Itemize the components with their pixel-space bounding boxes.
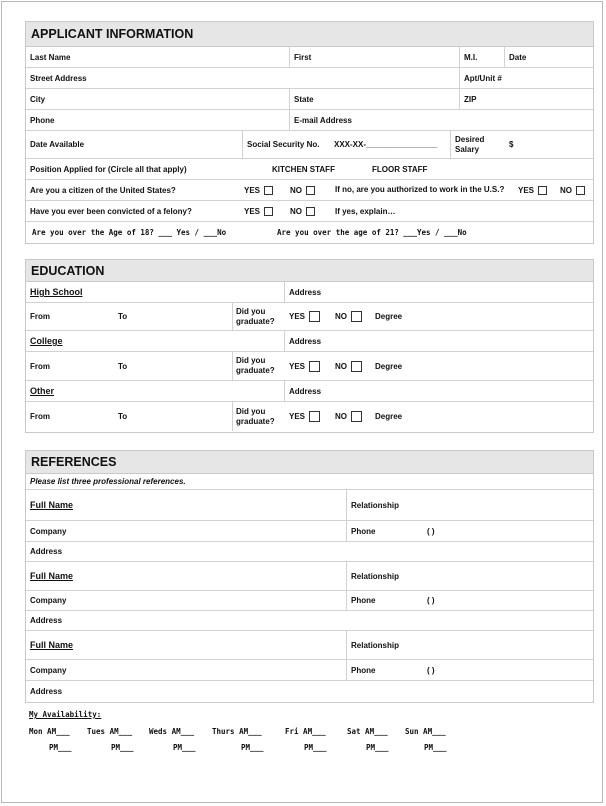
- other-graduate-label: Did you graduate?: [236, 406, 275, 426]
- other-no[interactable]: [335, 402, 362, 431]
- ref1-full-name-field[interactable]: Full Name: [30, 500, 74, 510]
- high-school-degree[interactable]: Degree: [375, 312, 403, 321]
- ssn-label: Social Security No.: [247, 140, 320, 149]
- ref2-company-field[interactable]: Company: [30, 596, 67, 605]
- high-school-yes-label: YES: [289, 312, 306, 321]
- citizen-no-checkbox[interactable]: [306, 186, 315, 195]
- other-no-label: NO: [335, 412, 347, 421]
- email-field[interactable]: E-mail Address: [294, 115, 352, 125]
- college-address-field[interactable]: Address: [289, 336, 322, 346]
- high-school-no-checkbox[interactable]: [351, 311, 362, 322]
- college-dates-row: [26, 352, 593, 381]
- state-field[interactable]: State: [294, 94, 314, 104]
- other-to[interactable]: To: [118, 412, 128, 421]
- ssn-field[interactable]: XXX-XX-________________: [334, 140, 438, 149]
- availability-wed-am[interactable]: Weds AM___: [149, 727, 195, 736]
- ref3-company-row: [26, 660, 593, 681]
- felony-row: [26, 201, 593, 222]
- other-school-field[interactable]: Other: [30, 386, 55, 396]
- availability-sun-am[interactable]: Sun AM___: [405, 727, 446, 736]
- felony-question: Have you ever been convicted of a felony?: [30, 206, 192, 216]
- ref1-address-row: [26, 542, 593, 562]
- ref1-phone-label: Phone: [351, 526, 376, 536]
- phone-row: [26, 110, 593, 131]
- college-degree[interactable]: Degree: [375, 361, 403, 371]
- ref1-company-field[interactable]: Company: [30, 526, 67, 536]
- citizen-no[interactable]: [290, 180, 315, 200]
- high-school-graduate-label: Did you graduate?: [236, 306, 275, 326]
- ref1-name-row: [26, 490, 593, 521]
- ref2-company-row: [26, 591, 593, 611]
- citizen-yes[interactable]: [244, 180, 273, 200]
- other-yes-label: YES: [289, 412, 306, 421]
- other-school-row: [26, 381, 593, 402]
- felony-no-label: NO: [290, 206, 302, 216]
- ref3-full-name-field[interactable]: Full Name: [30, 640, 74, 650]
- felony-yes-label: YES: [244, 206, 261, 216]
- high-school-yes[interactable]: [289, 303, 320, 330]
- desired-salary-label: Desired Salary: [455, 134, 485, 154]
- city-field[interactable]: City: [30, 94, 46, 104]
- other-yes-checkbox[interactable]: [309, 411, 320, 422]
- authorized-yes[interactable]: [518, 180, 547, 200]
- other-from[interactable]: From: [30, 412, 50, 421]
- authorized-yes-checkbox[interactable]: [538, 186, 547, 195]
- availability-sun-pm[interactable]: PM___: [424, 743, 447, 752]
- floor-staff-option[interactable]: FLOOR STAFF: [372, 164, 428, 174]
- phone-field[interactable]: Phone: [30, 115, 55, 125]
- applicant-section: [25, 21, 594, 244]
- college-to[interactable]: To: [118, 361, 128, 371]
- ref2-address-row: [26, 611, 593, 631]
- ref3-address-field[interactable]: Address: [30, 686, 63, 696]
- citizen-yes-label: YES: [244, 185, 261, 195]
- salary-field[interactable]: $: [509, 140, 514, 149]
- felony-yes-checkbox[interactable]: [264, 207, 273, 216]
- ref3-name-row: [26, 631, 593, 660]
- college-field[interactable]: College: [30, 336, 63, 346]
- college-from[interactable]: From: [30, 361, 50, 371]
- high-school-to[interactable]: To: [118, 312, 128, 321]
- ref1-address-field[interactable]: Address: [30, 547, 63, 556]
- street-row: [26, 68, 593, 89]
- college-no-checkbox[interactable]: [351, 361, 362, 372]
- other-dates-row: [26, 402, 593, 431]
- college-graduate-label: Did you graduate?: [236, 356, 275, 375]
- ref3-relationship-field[interactable]: Relationship: [351, 640, 400, 650]
- availability-sat-am[interactable]: Sat AM___: [347, 727, 388, 736]
- felony-no-checkbox[interactable]: [306, 207, 315, 216]
- other-address-field[interactable]: Address: [289, 386, 322, 396]
- ref2-phone-label: Phone: [351, 596, 376, 605]
- availability-thu-pm[interactable]: PM___: [241, 743, 264, 752]
- citizen-row: [26, 180, 593, 201]
- references-heading: REFERENCES: [26, 451, 593, 474]
- applicant-heading: APPLICANT INFORMATION: [26, 22, 593, 47]
- felony-no[interactable]: [290, 201, 315, 221]
- other-yes[interactable]: [289, 402, 320, 431]
- availability-mon-pm[interactable]: PM___: [49, 743, 72, 752]
- ref3-phone-field[interactable]: ( ): [427, 665, 435, 675]
- ref1-company-row: [26, 521, 593, 542]
- availability-sat-pm[interactable]: PM___: [366, 743, 389, 752]
- high-school-dates-row: [26, 303, 593, 331]
- availability-wed-pm[interactable]: PM___: [173, 743, 196, 752]
- authorized-yes-label: YES: [518, 185, 535, 195]
- last-name-field[interactable]: Last Name: [30, 52, 71, 62]
- felony-explain-field[interactable]: If yes, explain…: [335, 206, 396, 216]
- college-no[interactable]: [335, 352, 362, 380]
- ref2-name-row: [26, 562, 593, 591]
- date-available-field[interactable]: Date Available: [30, 140, 85, 149]
- references-section: [25, 450, 594, 703]
- high-school-no-label: NO: [335, 312, 347, 321]
- availability-fri-am[interactable]: Fri AM___: [285, 727, 326, 736]
- availability-thu-am[interactable]: Thurs AM___: [212, 727, 262, 736]
- availability-ssn-row: [26, 131, 593, 159]
- ref2-full-name-field[interactable]: Full Name: [30, 571, 74, 581]
- authorized-no-label: NO: [560, 185, 572, 195]
- ref2-address-field[interactable]: Address: [30, 616, 63, 625]
- ref1-relationship-field[interactable]: Relationship: [351, 500, 400, 510]
- position-row: [26, 159, 593, 180]
- authorized-no-checkbox[interactable]: [576, 186, 585, 195]
- felony-yes[interactable]: [244, 201, 273, 221]
- citizen-yes-checkbox[interactable]: [264, 186, 273, 195]
- ref2-phone-field[interactable]: ( ): [427, 596, 435, 605]
- college-yes-checkbox[interactable]: [309, 361, 320, 372]
- availability-mon-am[interactable]: Mon AM___: [29, 727, 70, 736]
- availability-tue-pm[interactable]: PM___: [111, 743, 134, 752]
- availability-title: My Availability:: [29, 710, 102, 719]
- date-field[interactable]: Date: [509, 52, 527, 62]
- zip-field[interactable]: ZIP: [464, 94, 477, 104]
- apt-unit-field[interactable]: Apt/Unit #: [464, 73, 502, 83]
- availability-tue-am[interactable]: Tues AM___: [87, 727, 133, 736]
- references-note-row: [26, 474, 593, 490]
- college-yes[interactable]: [289, 352, 320, 380]
- ref1-phone-field[interactable]: ( ): [427, 526, 435, 536]
- name-row: [26, 47, 593, 68]
- college-yes-label: YES: [289, 361, 306, 371]
- availability-fri-pm[interactable]: PM___: [304, 743, 327, 752]
- references-note: Please list three professional references.: [30, 477, 186, 486]
- kitchen-staff-option[interactable]: KITCHEN STAFF: [272, 164, 335, 174]
- college-no-label: NO: [335, 361, 347, 371]
- street-address-field[interactable]: Street Address: [30, 73, 87, 83]
- first-name-field[interactable]: First: [294, 52, 312, 62]
- ref3-phone-label: Phone: [351, 665, 376, 675]
- age-21-question[interactable]: Are you over the age of 21? ___Yes / ___No: [277, 228, 467, 237]
- other-degree[interactable]: Degree: [375, 412, 403, 421]
- education-section: [25, 259, 594, 433]
- authorized-question: If no, are you authorized to work in the U.S.?: [335, 185, 505, 194]
- high-school-no[interactable]: [335, 303, 362, 330]
- age-18-question[interactable]: Are you over the Age of 18? ___ Yes / ___No: [32, 228, 227, 237]
- ref3-address-row: [26, 681, 593, 701]
- ref3-company-field[interactable]: Company: [30, 665, 67, 675]
- high-school-yes-checkbox[interactable]: [309, 311, 320, 322]
- citizen-no-label: NO: [290, 185, 302, 195]
- ref2-relationship-field[interactable]: Relationship: [351, 571, 400, 581]
- city-row: [26, 89, 593, 110]
- education-heading: EDUCATION: [26, 260, 593, 282]
- citizen-question: Are you a citizen of the United States?: [30, 185, 176, 195]
- high-school-address-field[interactable]: Address: [289, 287, 322, 297]
- other-no-checkbox[interactable]: [351, 411, 362, 422]
- age-row: [26, 222, 593, 243]
- high-school-field[interactable]: High School: [30, 287, 83, 297]
- high-school-from[interactable]: From: [30, 312, 50, 321]
- high-school-row: [26, 282, 593, 303]
- middle-initial-field[interactable]: M.I.: [464, 52, 478, 62]
- position-label: Position Applied for (Circle all that apply): [30, 164, 187, 174]
- authorized-no[interactable]: [560, 180, 585, 200]
- college-row: [26, 331, 593, 352]
